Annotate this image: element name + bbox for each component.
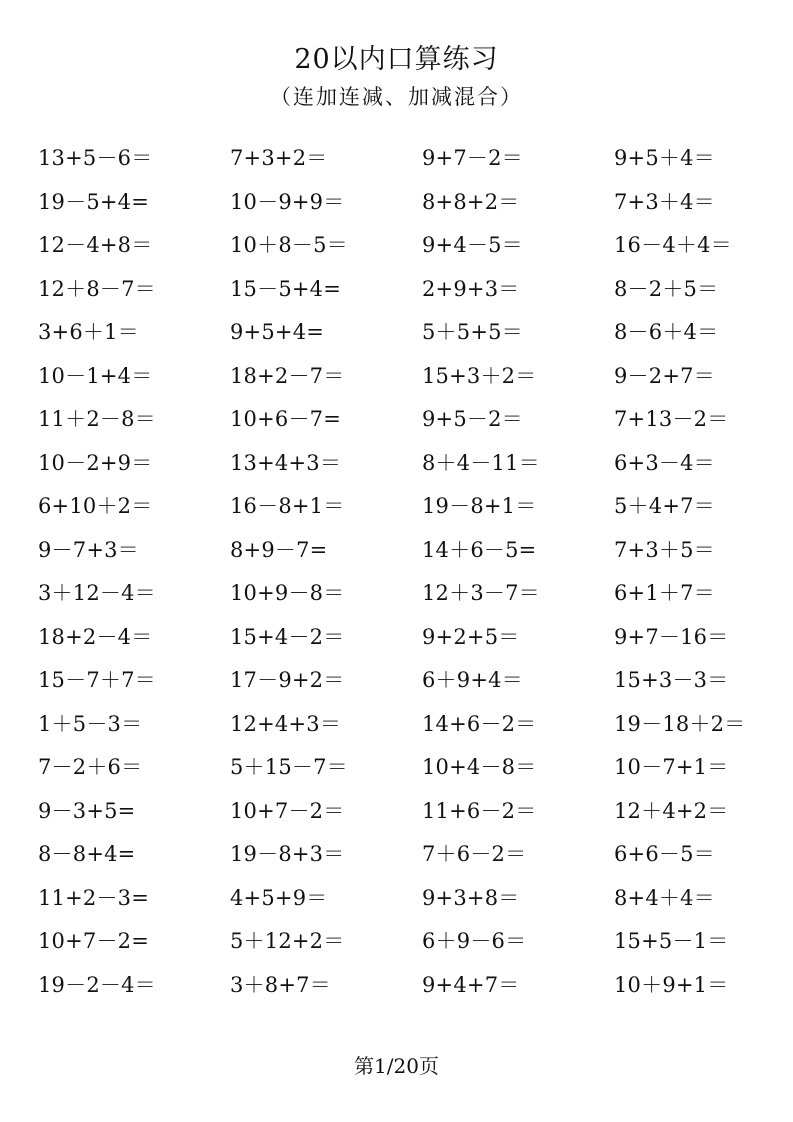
math-problem: 10＋9+1＝ [614,972,729,997]
math-problem: 7＋6－2＝ [422,842,527,866]
math-problem: 10+7－2= [38,929,150,953]
math-problem: 18+2－4＝ [38,624,153,649]
math-problem: 5＋4+7＝ [614,494,715,518]
math-problem: 8＋4－11＝ [422,450,540,475]
math-problem: 6+6－5＝ [614,842,715,866]
math-problem: 9+5+4= [230,320,325,344]
math-problem: 16－8+1＝ [230,494,345,518]
math-problem: 10－7+1＝ [614,755,729,779]
math-problem: 15+5－1＝ [614,929,729,953]
math-problem: 8－2＋5＝ [614,276,719,301]
math-problem: 6+10＋2＝ [38,494,153,518]
math-problem: 17－9+2＝ [230,668,345,692]
math-problem: 11+2－3= [38,885,150,910]
math-problem: 2+9+3＝ [422,276,520,301]
math-problem: 12－4+8＝ [38,233,153,257]
math-problem: 5＋5+5＝ [422,320,523,344]
math-problem: 15+4－2＝ [230,624,345,649]
problem-grid [38,140,778,1010]
math-problem: 19－2－4＝ [38,972,156,997]
math-problem: 7+13－2＝ [614,407,729,431]
math-problem: 5＋12+2＝ [230,929,345,953]
math-problem: 11＋2－8＝ [38,407,156,431]
math-problem: 3＋8+7＝ [230,972,331,997]
math-problem: 9+3+8＝ [422,885,520,910]
math-problem: 3＋12－4＝ [38,581,156,605]
math-problem: 10＋8－5＝ [230,233,348,257]
math-problem: 12＋8－7＝ [38,276,156,301]
math-problem: 9－3+5= [38,798,136,823]
math-problem: 6＋9－6＝ [422,929,527,953]
math-problem: 10+7－2＝ [230,798,345,823]
math-problem: 14+6－2＝ [422,711,537,736]
math-problem: 8+9－7= [230,537,328,562]
math-problem: 10+6－7= [230,407,342,431]
math-problem: 10+9－8＝ [230,581,345,605]
math-problem: 10+4－8＝ [422,755,537,779]
math-problem: 6+1＋7＝ [614,581,715,605]
page-title: 20以内口算练习 [294,44,499,75]
page-number: 第1/20页 [354,1054,439,1078]
math-problem: 13+4+3＝ [230,450,342,475]
math-problem: 7+3＋5＝ [614,537,715,562]
math-problem: 10－9+9＝ [230,189,345,214]
math-problem: 10－1+4＝ [38,363,153,388]
math-problem: 18+2－7＝ [230,363,345,388]
math-problem: 8－6＋4＝ [614,320,719,344]
math-problem: 7+3＋4＝ [614,189,715,214]
math-problem: 10－2+9＝ [38,450,153,475]
math-problem: 13+5－6＝ [38,146,153,170]
math-problem: 14＋6－5= [422,537,537,562]
page-subtitle: （连加连减、加减混合） [270,85,523,109]
math-problem: 9+4－5＝ [422,233,523,257]
math-problem: 19－18＋2＝ [614,711,746,736]
math-problem: 4+5+9＝ [230,885,328,910]
math-problem: 19－8+3＝ [230,842,345,866]
math-problem: 7+3+2＝ [230,146,328,170]
math-problem: 19－8+1＝ [422,494,537,518]
math-problem: 19－5+4= [38,189,150,214]
math-problem: 15－7＋7＝ [38,668,156,692]
math-problem: 9－2+7＝ [614,363,715,388]
math-problem: 6＋9+4＝ [422,668,523,692]
math-problem: 9+7－16＝ [614,624,729,649]
math-problem: 9+2+5＝ [422,624,520,649]
math-problem: 12＋4+2＝ [614,798,729,823]
math-problem: 9+7－2＝ [422,146,523,170]
math-problem: 3+6＋1＝ [38,320,139,344]
math-problem: 15－5+4= [230,276,342,301]
math-problem: 16－4＋4＝ [614,233,732,257]
math-problem: 12＋3－7＝ [422,581,540,605]
math-problem: 9+5＋4＝ [614,146,715,170]
math-problem: 6+3－4＝ [614,450,715,475]
math-problem: 1＋5－3＝ [38,711,143,736]
math-problem: 5＋15－7＝ [230,755,348,779]
math-problem: 8+4＋4＝ [614,885,715,910]
math-problem: 9+4+7＝ [422,972,520,997]
math-problem: 8－8+4= [38,842,136,866]
math-problem: 9+5－2＝ [422,407,523,431]
math-problem: 9－7+3＝ [38,537,139,562]
math-problem: 8+8+2＝ [422,189,520,214]
math-problem: 12+4+3＝ [230,711,342,736]
math-problem: 15+3＋2＝ [422,363,537,388]
math-problem: 15+3－3＝ [614,668,729,692]
math-problem: 11+6－2＝ [422,798,537,823]
math-problem: 7－2＋6＝ [38,755,143,779]
